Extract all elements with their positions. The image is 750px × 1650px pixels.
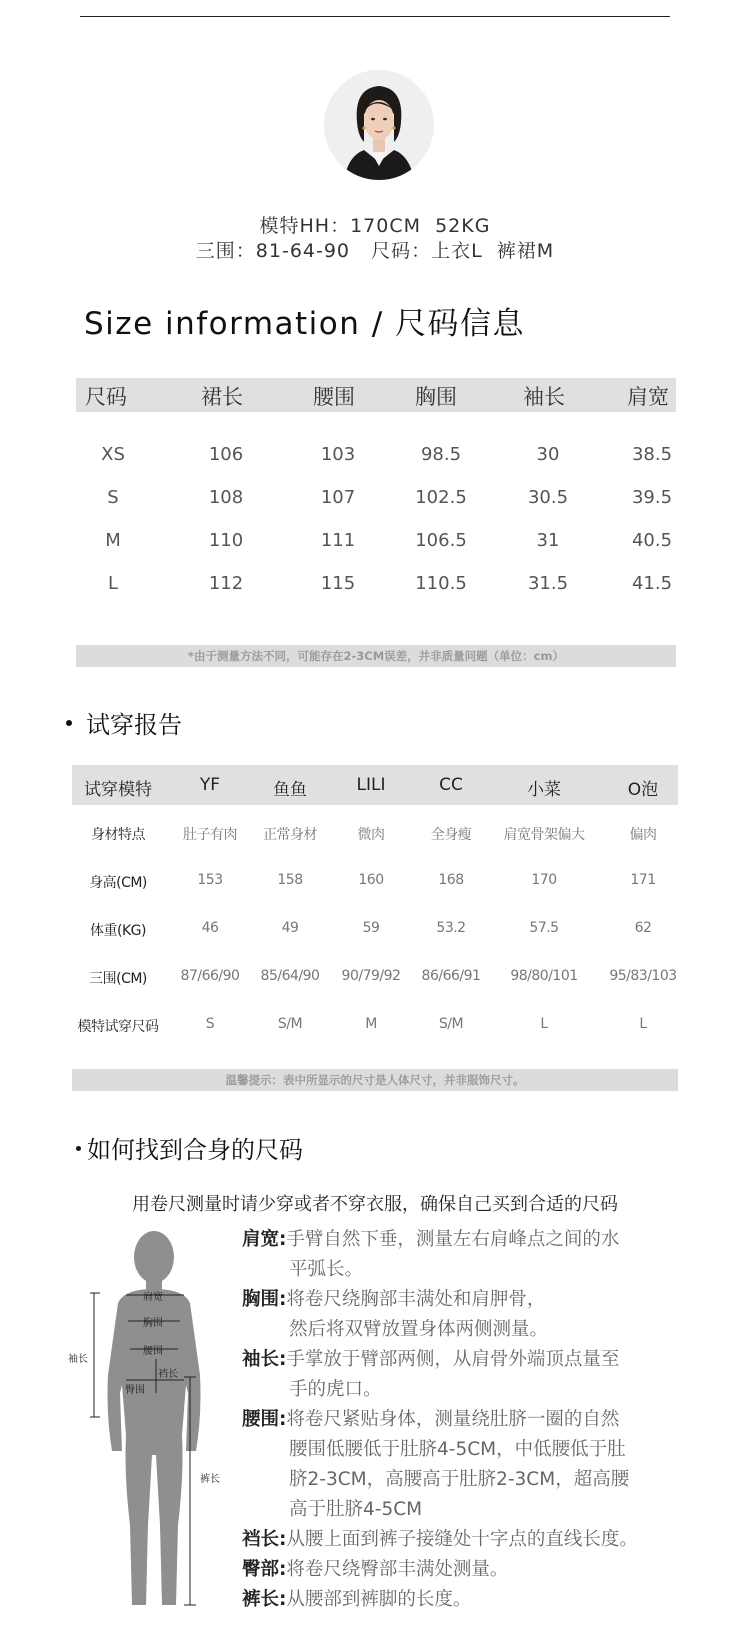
desc-line: 手的虎口。 [289, 1379, 382, 1400]
size-col-chest: 胸围 [415, 385, 457, 409]
fit-col-cc: CC [439, 775, 463, 795]
size-cell: L [107, 573, 119, 594]
desc-line: 手掌放于臂部两侧，从肩骨外端顶点量至 [286, 1349, 620, 1370]
size-cell: 31.5 [527, 573, 569, 594]
fit-cell: L [639, 1016, 647, 1032]
table-row [72, 1016, 678, 1040]
desc-line: 从腰上面到裤子接缝处十字点的直线长度。 [286, 1529, 638, 1550]
measure-desc-waist [242, 1405, 629, 1525]
fit-cell: M [365, 1016, 377, 1032]
size-cell: 30 [536, 444, 560, 465]
fit-cell: 肚子有肉 [183, 827, 237, 843]
size-cell: 41.5 [631, 573, 673, 594]
size-cell: M [105, 530, 121, 551]
size-cell: 106 [208, 444, 244, 465]
fit-table-header [72, 765, 678, 805]
size-note: *由于测量方法不同，可能存在2-3CM误差，并非质量问题（单位：cm） [76, 645, 676, 667]
fit-col-lili: LILI [356, 775, 386, 795]
size-cell: 40.5 [631, 530, 673, 551]
fit-row-label: 三围(CM) [89, 971, 147, 987]
desc-line: 脐2-3CM，高腰高于肚脐2-3CM，超高腰 [289, 1469, 630, 1490]
fit-col-xiaocai: 小菜 [527, 780, 561, 800]
fit-report-table [72, 765, 678, 1035]
figure-label-chest: 胸围 [143, 1318, 163, 1329]
fit-cell: S/M [438, 1016, 464, 1032]
top-divider [80, 16, 670, 17]
size-cell: 111 [320, 530, 356, 551]
measure-desc-sleeve [242, 1345, 619, 1405]
size-cell: 38.5 [631, 444, 673, 465]
fit-cell: 85/64/90 [260, 968, 320, 984]
size-cell: 39.5 [631, 487, 673, 508]
measure-desc-crotch [242, 1525, 638, 1555]
fit-cell: 53.2 [436, 920, 466, 936]
table-row [72, 872, 678, 896]
size-cell: S [107, 487, 119, 508]
size-cell: 31 [536, 530, 560, 551]
desc-line: 将卷尺绕胸部丰满处和肩胛骨， [286, 1289, 546, 1310]
bullet-icon [76, 1146, 81, 1151]
figure-label-sleeve: 袖长 [68, 1354, 88, 1365]
fit-row-label: 身材特点 [91, 827, 145, 843]
figure-label-shoulder: 肩宽 [143, 1292, 163, 1303]
size-cell: 112 [208, 573, 244, 594]
desc-line: 平弧长。 [289, 1259, 364, 1280]
fit-col-opao: O泡 [627, 780, 659, 800]
size-col-size: 尺码 [85, 385, 127, 409]
figure-label-hip: 臀围 [125, 1385, 145, 1396]
desc-line: 手臂自然下垂，测量左右肩峰点之间的水 [286, 1229, 620, 1250]
size-col-shoulder: 肩宽 [627, 385, 669, 409]
desc-label: 腰围: [242, 1409, 287, 1430]
fit-cell: S [205, 1016, 215, 1032]
size-col-waist: 腰围 [313, 385, 355, 409]
fit-cell: 98/80/101 [510, 968, 578, 984]
model-measurements: 模特HH：170CM 52KG [259, 215, 491, 237]
fit-cell: 62 [634, 920, 652, 936]
size-col-sleeve: 袖长 [523, 385, 565, 409]
size-cell: 98.5 [420, 444, 462, 465]
size-cell: 110.5 [415, 573, 467, 594]
size-cell: 102.5 [415, 487, 467, 508]
size-cell: 115 [320, 573, 356, 594]
desc-label: 袖长: [242, 1349, 287, 1370]
table-row [72, 968, 678, 992]
table-row [76, 573, 676, 603]
fit-cell: S/M [277, 1016, 303, 1032]
size-info-title: Size information / 尺码信息 [84, 306, 526, 342]
measure-intro: 用卷尺测量时请少穿或者不穿衣服，确保自己买到合适的尺码 [132, 1194, 618, 1215]
measure-desc-hip [242, 1555, 508, 1585]
desc-line: 腰围低腰低于肚脐4-5CM，中低腰低于肚 [289, 1439, 626, 1460]
figure-label-crotch: 裆长 [158, 1369, 178, 1380]
fit-cell: 86/66/91 [421, 968, 481, 984]
fit-cell: 59 [362, 920, 380, 936]
size-cell: 103 [320, 444, 356, 465]
desc-label: 肩宽: [242, 1229, 287, 1250]
fit-cell: 160 [358, 872, 384, 888]
table-row [76, 444, 676, 474]
fit-cell: 95/83/103 [609, 968, 677, 984]
desc-line: 将卷尺紧贴身体，测量绕肚脐一圈的自然 [286, 1409, 620, 1430]
fit-cell: 153 [197, 872, 223, 888]
fit-cell: 肩宽骨架偏大 [503, 827, 585, 843]
table-row [76, 487, 676, 517]
fit-row-label: 模特试穿尺码 [77, 1019, 159, 1035]
table-row [72, 824, 678, 848]
size-cell: XS [101, 444, 125, 465]
measure-desc-chest [242, 1285, 548, 1345]
desc-label: 臀部: [242, 1559, 287, 1580]
size-table-header [76, 378, 676, 412]
model-portrait-icon [324, 70, 434, 180]
size-cell: 108 [208, 487, 244, 508]
size-cell: 110 [208, 530, 244, 551]
fit-col-model: 试穿模特 [84, 780, 152, 800]
size-table [76, 378, 676, 594]
fit-report-note: 温馨提示：表中所显示的尺寸是人体尺寸，并非服饰尺寸。 [72, 1069, 678, 1091]
fit-row-label: 体重(KG) [90, 923, 146, 939]
size-cell: 106.5 [415, 530, 467, 551]
desc-label: 裆长: [242, 1529, 287, 1550]
fit-cell: 微肉 [357, 827, 385, 843]
size-cell: 30.5 [527, 487, 569, 508]
desc-line: 将卷尺绕臀部丰满处测量。 [286, 1559, 509, 1580]
fit-cell: 46 [201, 920, 219, 936]
how-to-title [76, 1130, 303, 1165]
desc-line: 然后将双臂放置身体两侧测量。 [289, 1319, 549, 1340]
fit-cell: 171 [630, 872, 656, 888]
desc-line: 从腰部到裤脚的长度。 [286, 1589, 472, 1610]
bullet-icon [66, 720, 72, 726]
table-row [72, 920, 678, 944]
measure-desc-shoulder [242, 1225, 619, 1285]
figure-label-pants: 裤长 [200, 1474, 220, 1485]
body-measurement-figure [60, 1225, 240, 1625]
measure-desc-pants [242, 1585, 471, 1615]
desc-line: 高于肚脐4-5CM [289, 1499, 423, 1520]
table-row [76, 530, 676, 560]
fit-cell: 90/79/92 [341, 968, 401, 984]
fit-cell: 158 [277, 872, 303, 888]
fit-col-yf: YF [199, 775, 221, 795]
fit-cell: 170 [531, 872, 557, 888]
model-avatar [324, 70, 434, 180]
model-size-worn: 三围：81-64-90 尺码：上衣L 裤裙M [195, 240, 555, 262]
fit-cell: 87/66/90 [180, 968, 240, 984]
desc-label: 胸围: [242, 1289, 287, 1310]
fit-report-title-text: 试穿报告 [86, 711, 182, 739]
figure-label-waist: 腰围 [143, 1346, 163, 1357]
fit-col-yuyu: 鱼鱼 [273, 780, 307, 800]
fit-cell: 49 [281, 920, 299, 936]
body-silhouette-icon [60, 1225, 240, 1625]
size-cell: 107 [320, 487, 356, 508]
fit-cell: L [540, 1016, 548, 1032]
fit-report-title [66, 705, 182, 740]
desc-label: 裤长: [242, 1589, 287, 1610]
fit-cell: 正常身材 [263, 827, 317, 843]
size-col-skirt-length: 裙长 [201, 385, 243, 409]
fit-row-label: 身高(CM) [89, 875, 147, 891]
how-to-title-text: 如何找到合身的尺码 [87, 1136, 303, 1164]
fit-cell: 全身瘦 [430, 827, 472, 843]
fit-cell: 57.5 [529, 920, 559, 936]
fit-cell: 168 [438, 872, 464, 888]
fit-cell: 偏肉 [629, 827, 657, 843]
